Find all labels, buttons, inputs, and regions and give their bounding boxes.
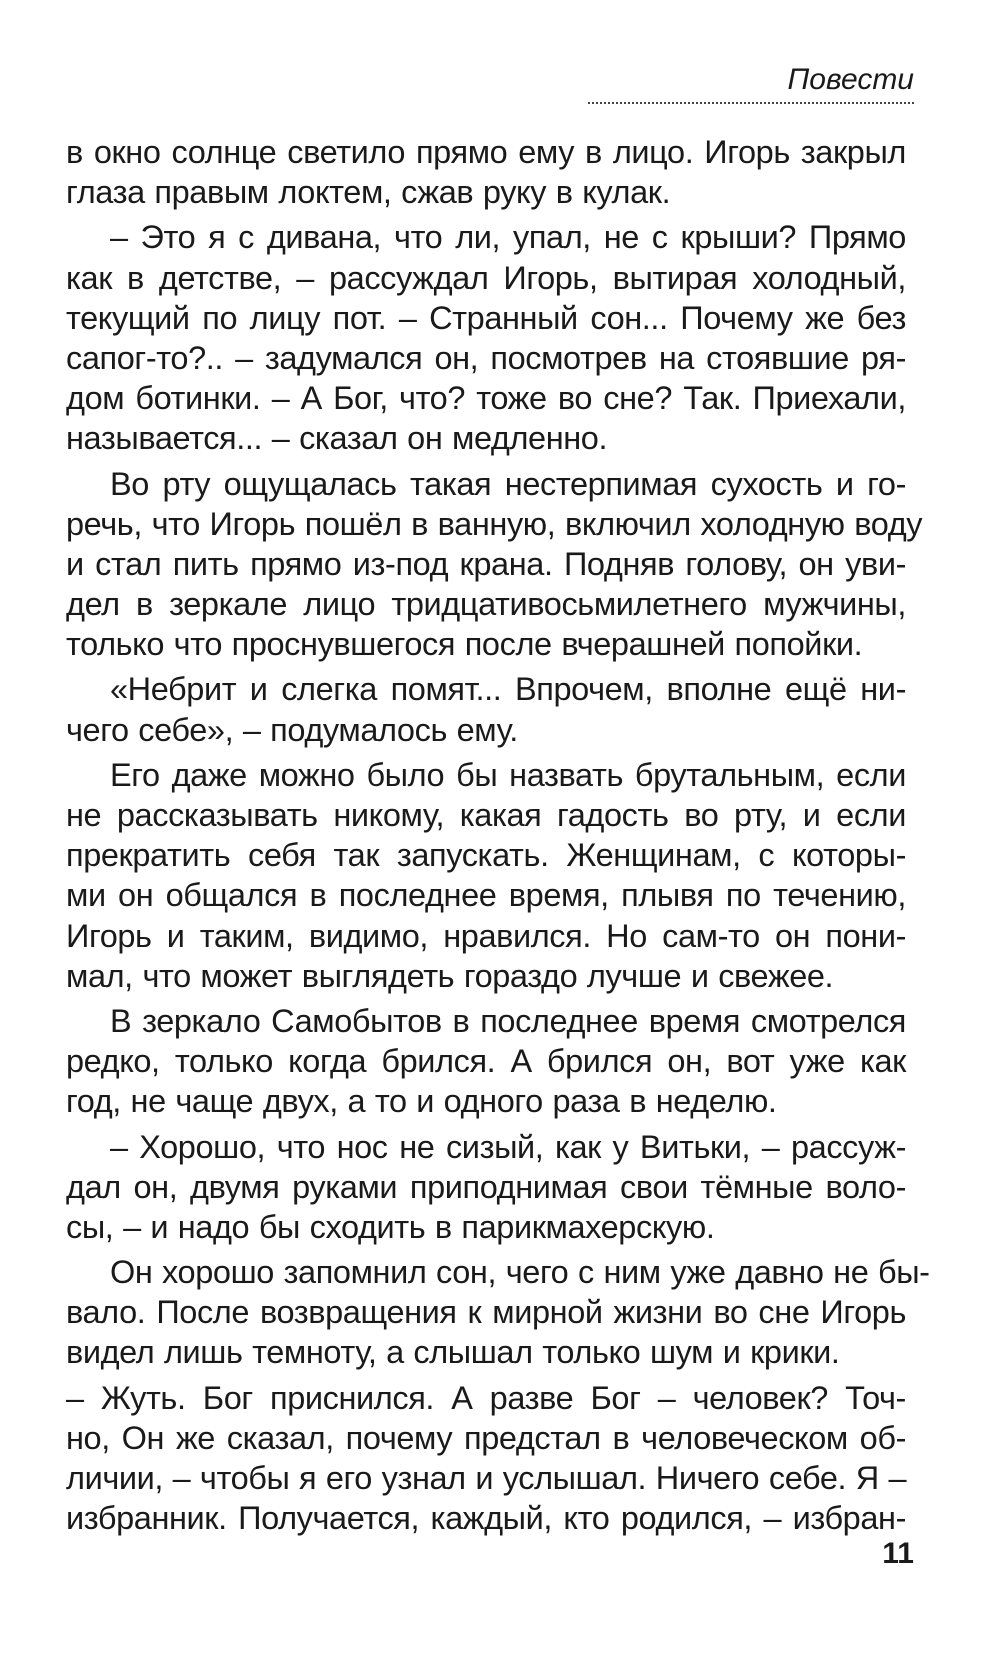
text-line: Во рту ощущалась такая нестерпимая сухость и го-: [110, 465, 906, 502]
paragraph: [66, 669, 906, 749]
text-line: В зеркало Самобытов в последнее время смотрелся: [110, 1002, 906, 1039]
running-title: Повести: [787, 63, 914, 96]
paragraph: [66, 1378, 906, 1539]
text-line: не рассказывать никому, какая гадость во рту, и если: [66, 797, 906, 833]
body-text: [66, 132, 930, 1543]
text-line: вало. После возвращения к мирной жизни во сне Игорь: [66, 1294, 906, 1331]
text-line: «Небрит и слегка помят... Впрочем, вполне ещё ни-: [110, 671, 906, 708]
text-line: дал он, двумя руками приподнимая свои тёмные воло-: [66, 1168, 906, 1205]
text-line: избранник. Получается, каждый, кто родился, – избран-: [66, 1500, 906, 1537]
text-line: – Это я с дивана, что ли, упал, не с крыши? Прямо: [110, 219, 906, 256]
text-line: в окно солнце светило прямо ему в лицо. Игорь закрыл: [66, 134, 906, 170]
text-line: – Хорошо, что нос не сизый, как у Витьки, – рассуж-: [110, 1128, 906, 1165]
paragraph: [66, 755, 906, 996]
header-dotted-rule: [588, 102, 914, 104]
text-line: Он хорошо запомнил сон, чего с ним уже давно не бы-: [110, 1254, 930, 1291]
text-line: видел лишь темноту, а слышал только шум и крики.: [66, 1334, 840, 1371]
text-line: называется... – сказал он медленно.: [66, 420, 608, 457]
text-line: прекратить себя так запускать. Женщинам, с которы-: [66, 837, 906, 874]
text-line: только что проснувшегося после вчерашней попойки.: [66, 626, 863, 663]
text-line: сы, – и надо бы сходить в парикмахерскую.: [66, 1208, 715, 1245]
paragraph: [66, 464, 923, 665]
paragraph: [66, 217, 906, 458]
text-line: ми он общался в последнее время, плывя по течению,: [66, 877, 906, 914]
text-line: год, не чаще двух, а то и одного раза в неделю.: [66, 1083, 777, 1120]
text-line: чего себе», – подумалось ему.: [66, 711, 518, 748]
text-line: как в детстве, – рассуждал Игорь, вытирая холодный,: [66, 259, 906, 296]
paragraph: [66, 132, 906, 212]
paragraph: [66, 1127, 906, 1248]
text-line: – Жуть. Бог приснился. А разве Бог – человек? Точ-: [66, 1379, 906, 1416]
text-line: редко, только когда брился. А брился он, вот уже как: [66, 1043, 906, 1080]
text-line: и стал пить прямо из-под крана. Подняв голову, он уви-: [66, 545, 906, 582]
paragraph: [66, 1252, 930, 1373]
text-line: текущий по лицу пот. – Странный сон... Почему же без: [66, 299, 906, 336]
text-line: мал, что может выглядеть гораздо лучше и свежее.: [66, 957, 834, 994]
text-line: дом ботинки. – А Бог, что? тоже во сне? Так. Приехали,: [66, 380, 906, 417]
text-line: речь, что Игорь пошёл в ванную, включил холодную воду: [66, 505, 923, 542]
page-number: 11: [882, 1537, 914, 1570]
text-line: Его даже можно было бы назвать брутальным, если: [110, 756, 906, 793]
text-line: глаза правым локтем, сжав руку в кулак.: [66, 174, 671, 211]
text-line: но, Он же сказал, почему предстал в человеческом об-: [66, 1419, 906, 1456]
text-line: личии, – чтобы я его узнал и услышал. Ничего себе. Я –: [66, 1460, 907, 1496]
text-line: дел в зеркале лицо тридцативосьмилетнего мужчины,: [66, 586, 906, 623]
text-line: сапог-то?.. – задумался он, посмотрев на стоявшие ря-: [66, 339, 906, 376]
text-line: Игорь и таким, видимо, нравился. Но сам-то он пони-: [66, 917, 906, 954]
paragraph: [66, 1001, 906, 1122]
